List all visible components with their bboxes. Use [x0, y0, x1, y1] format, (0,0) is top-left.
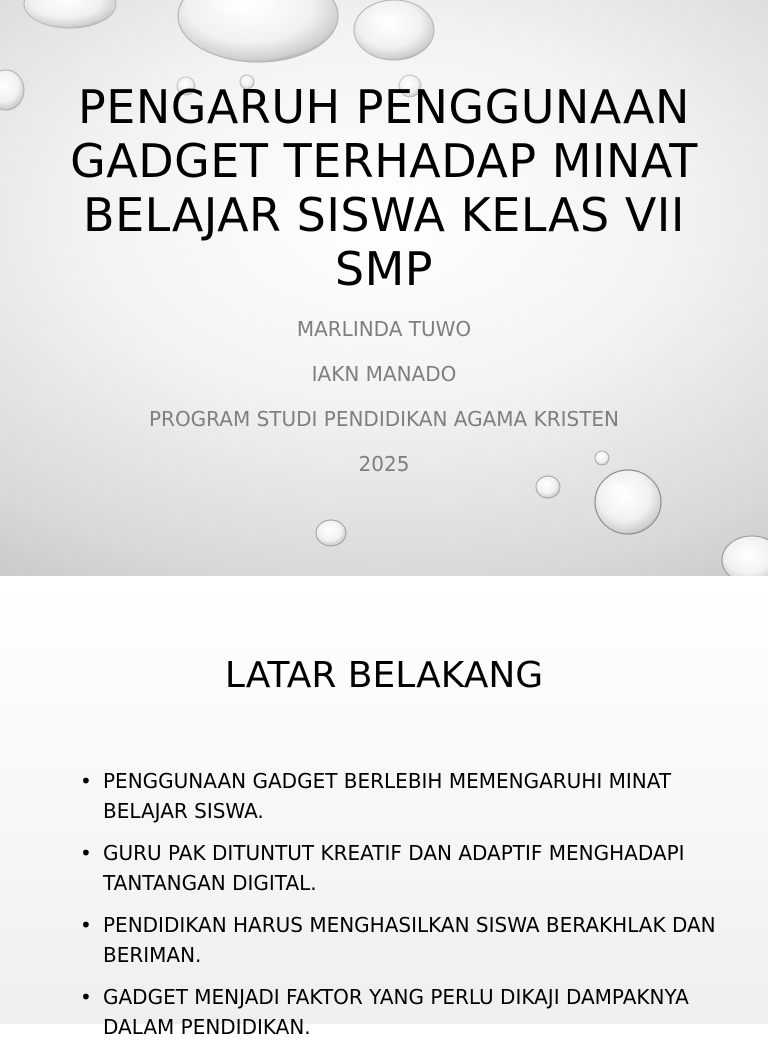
bullet-text: GADGET MENJADI FAKTOR YANG PERLU DIKAJI DAMPAKNYA DALAM PENDIDIKAN.	[103, 985, 689, 1039]
list-item	[80, 910, 740, 970]
list-item	[80, 838, 740, 898]
water-drop-icon	[316, 520, 346, 546]
slide-heading: LATAR BELAKANG	[224, 655, 544, 696]
bullet-icon: •	[80, 985, 92, 1009]
bullet-list	[80, 766, 740, 1054]
institution-name: IAKN MANADO	[311, 362, 457, 386]
presentation-title: PENGARUH PENGGUNAAN GADGET TERHADAP MINAT BELAJAR SISWA KELAS VII SMP	[70, 80, 698, 296]
bullet-icon: •	[80, 769, 92, 793]
list-item	[80, 982, 740, 1042]
bullet-icon: •	[80, 913, 92, 937]
author-name: MARLINDA TUWO	[296, 317, 472, 341]
water-drop-icon	[0, 70, 24, 110]
subtitle-block	[40, 312, 728, 492]
water-drop-icon	[24, 0, 116, 28]
list-item	[80, 766, 740, 826]
water-drop-icon	[354, 0, 434, 60]
bullet-text: GURU PAK DITUNTUT KREATIF DAN ADAPTIF MENGHADAPI TANTANGAN DIGITAL.	[103, 841, 685, 895]
year: 2025	[358, 452, 410, 476]
water-drop-icon	[178, 0, 338, 62]
bullet-text: PENDIDIKAN HARUS MENGHASILKAN SISWA BERAKHLAK DAN BERIMAN.	[103, 913, 716, 967]
bullet-icon: •	[80, 841, 92, 865]
study-program: PROGRAM STUDI PENDIDIKAN AGAMA KRISTEN	[148, 407, 620, 431]
bullet-text: PENGGUNAAN GADGET BERLEBIH MEMENGARUHI MINAT BELAJAR SISWA.	[103, 769, 672, 823]
background-slide	[0, 576, 768, 1039]
